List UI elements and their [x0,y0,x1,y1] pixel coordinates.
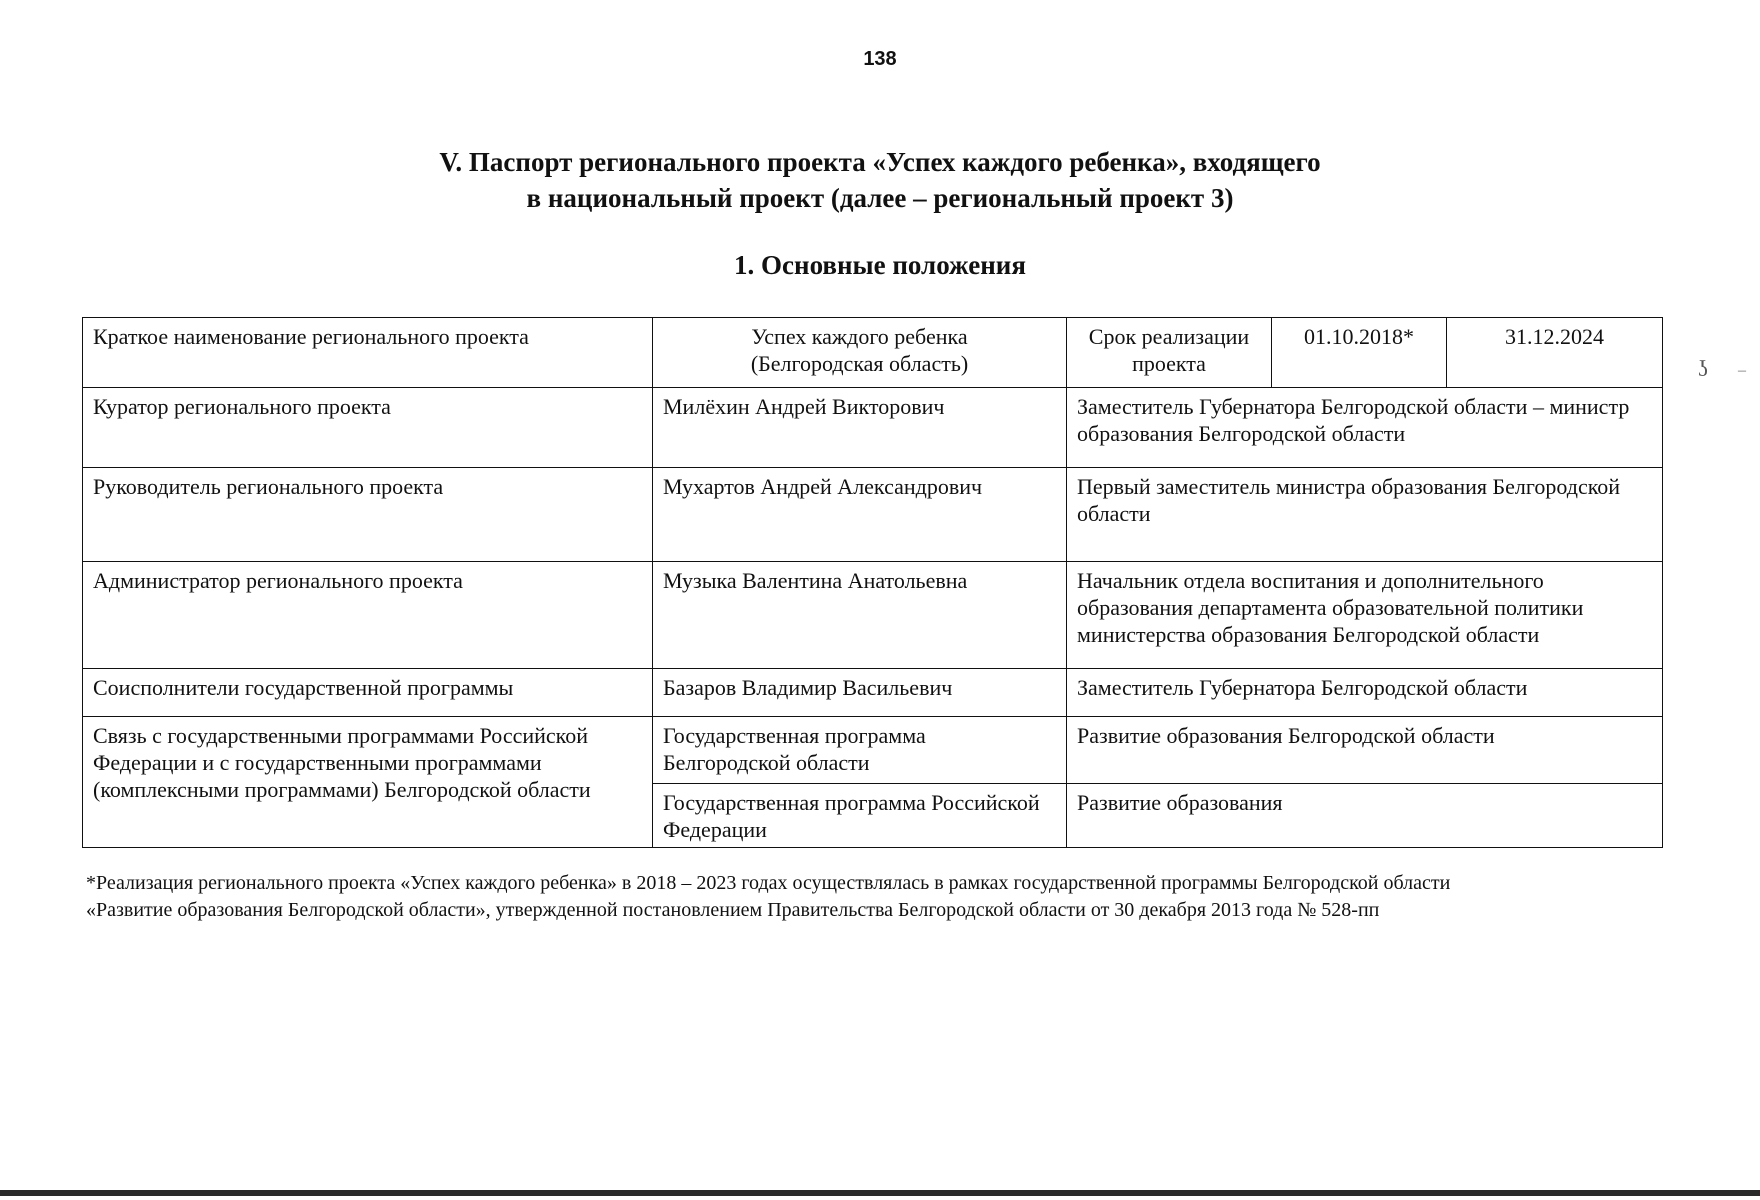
term-label-line-1: Срок реализации [1088,324,1250,349]
table-row [83,717,1663,784]
table-row [83,669,1663,717]
scan-bottom-edge [0,1190,1760,1196]
table-row [83,318,1663,388]
document-title-line-1: V. Паспорт регионального проекта «Успех каждого ребенка», входящего [439,147,1321,177]
margin-dash-mark: – [1738,362,1746,379]
document-title [0,144,1760,216]
federal-program-name: Развитие образования [1067,784,1663,848]
term-label-line-2: проекта [1132,351,1206,376]
document-title-line-2: в национальный проект (далее – региональный проект 3) [526,183,1234,213]
row-label-curator: Куратор регионального проекта [83,388,653,468]
row-label-administrator: Администратор регионального проекта [83,562,653,669]
project-short-name-line-1: Успех каждого ребенка [751,324,968,349]
row-label-short-name: Краткое наименование регионального проекта [83,318,653,388]
regional-program-name: Развитие образования Белгородской области [1067,717,1663,784]
project-short-name [653,318,1067,388]
row-label-head: Руководитель регионального проекта [83,468,653,562]
footnote-line-1: *Реализация регионального проекта «Успех каждого ребенка» в 2018 – 2023 годах осуществлялась в рамках государственной программы Белгородской области [86,872,1451,894]
row-label-coexecutors: Соисполнители государственной программы [83,669,653,717]
head-position: Первый заместитель министра образования Белгородской области [1067,468,1663,562]
curator-position: Заместитель Губернатора Белгородской области – министр образования Белгородской области [1067,388,1663,468]
margin-scribble-mark: ʖ [1698,356,1708,381]
footnote [86,870,1686,924]
federal-program-type: Государственная программа Российской Федерации [653,784,1067,848]
table-row [83,388,1663,468]
term-start-date: 01.10.2018* [1272,318,1447,388]
footnote-line-2: «Развитие образования Белгородской области», утвержденной постановлением Правительства Белгородской области от 30 декабря 2013 года № 528-пп [86,899,1380,921]
coexecutor-position: Заместитель Губернатора Белгородской области [1067,669,1663,717]
table-row [83,562,1663,669]
regional-program-type: Государственная программа Белгородской области [653,717,1067,784]
page-number: 138 [863,48,897,70]
head-name: Мухартов Андрей Александрович [653,468,1067,562]
term-end-date: 31.12.2024 [1447,318,1663,388]
term-label [1067,318,1272,388]
table-row [83,468,1663,562]
project-short-name-line-2: (Белгородская область) [750,351,969,376]
section-title: 1. Основные положения [734,250,1026,280]
curator-name: Милёхин Андрей Викторович [653,388,1067,468]
administrator-name: Музыка Валентина Анатольевна [653,562,1067,669]
administrator-position: Начальник отдела воспитания и дополнительного образования департамента образовательной политики министерства образования Белгородской области [1067,562,1663,669]
row-label-program-links: Связь с государственными программами Российской Федерации и с государственными программами (комплексными программами) Белгородской области [83,717,653,848]
coexecutor-name: Базаров Владимир Васильевич [653,669,1067,717]
project-passport-table [82,317,1663,848]
